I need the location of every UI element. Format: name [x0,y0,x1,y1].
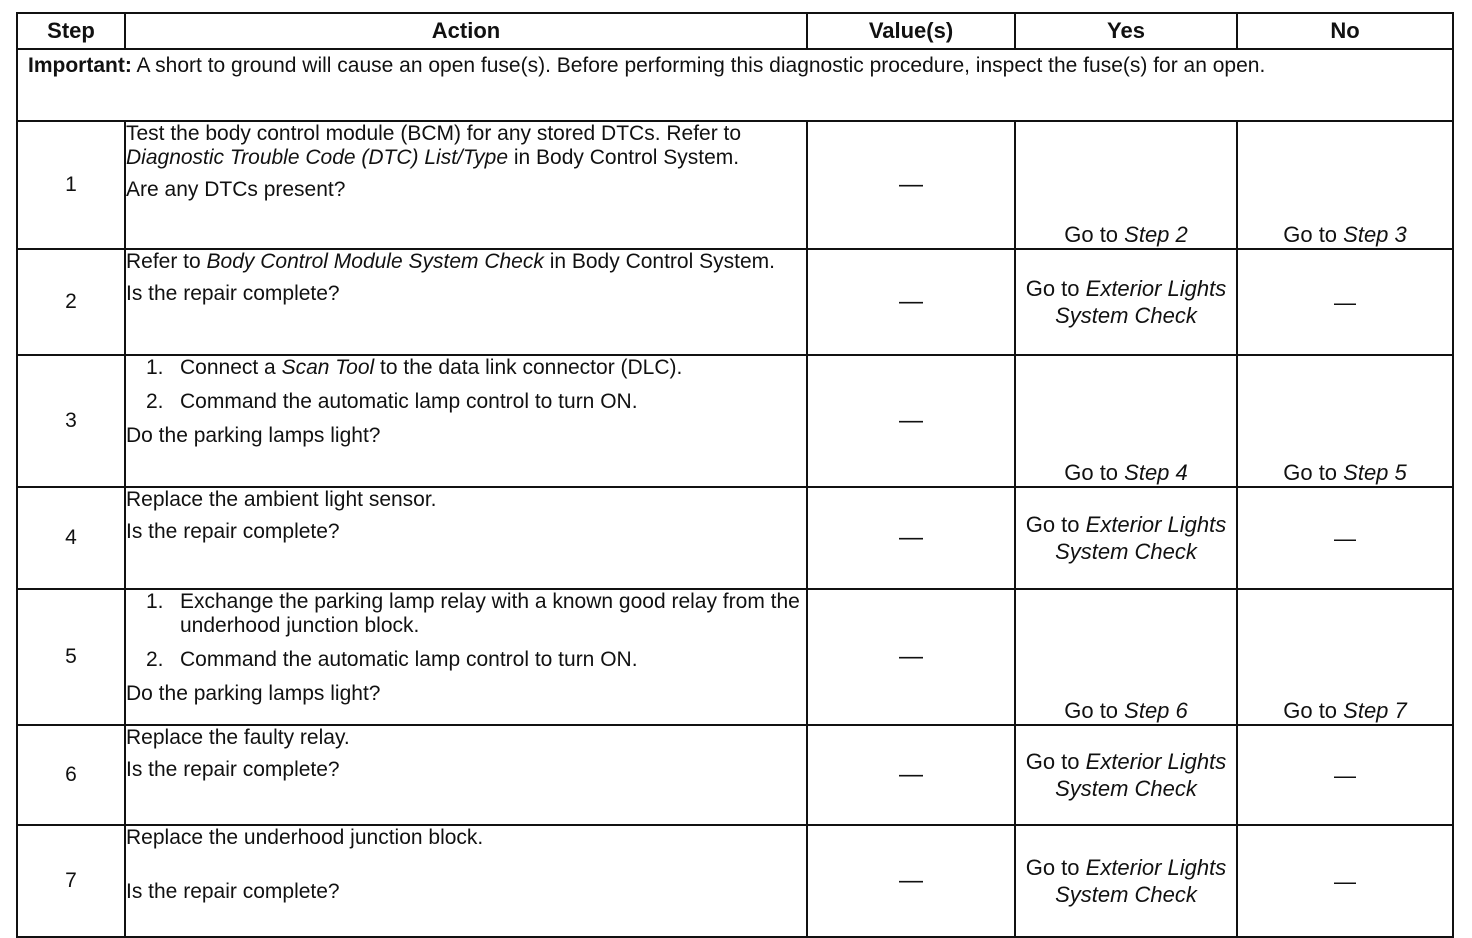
substep-text: Command the automatic lamp control to turn ON. [180,648,638,671]
table-row [17,355,1453,487]
action-cell [125,487,807,589]
action-text-plain: in Body Control System. [543,250,775,273]
value-cell: — [807,355,1015,487]
action-text: Replace the underhood junction block. [126,826,484,849]
action-text-plain: in Body Control System. [508,146,740,169]
yes-step-ref: Step 2 [1124,222,1188,247]
no-cell [1237,121,1453,249]
substep-text: Connect a [180,356,282,379]
header-step: Step [17,13,125,49]
table-row [17,249,1453,355]
no-goto: Go to [1283,460,1344,485]
action-text [126,122,806,170]
substep-item [126,356,806,380]
yes-cell [1015,121,1237,249]
diagnostic-document [16,12,1452,938]
action-question: Is the repair complete? [126,520,340,543]
no-step-ref: Step 3 [1343,222,1407,247]
substep-number: 2. [146,648,164,671]
action-question: Do the parking lamps light? [126,682,381,705]
no-cell [1237,589,1453,725]
yes-step-ref: Exterior Lights System Check [1055,855,1227,907]
header-values: Value(s) [807,13,1015,49]
yes-goto: Go to [1064,698,1125,723]
yes-cell [1015,825,1237,937]
no-cell: — [1237,725,1453,825]
no-step-ref: Step 7 [1343,698,1407,723]
step-number: 1 [17,121,125,249]
no-step-ref: Step 5 [1343,460,1407,485]
value-cell: — [807,487,1015,589]
action-text-plain: Test the body control module (BCM) for any stored DTCs. Refer to [126,122,742,145]
yes-goto: Go to [1025,276,1086,301]
no-cell: — [1237,487,1453,589]
table-row [17,725,1453,825]
yes-step-ref: Step 6 [1124,698,1188,723]
action-question: Is the repair complete? [126,880,340,903]
action-question: Is the repair complete? [126,282,340,305]
step-number: 6 [17,725,125,825]
yes-goto: Go to [1025,749,1086,774]
value-cell: — [807,589,1015,725]
yes-cell [1015,725,1237,825]
step-number: 3 [17,355,125,487]
value-cell: — [807,825,1015,937]
substep-list [126,356,806,414]
step-number: 2 [17,249,125,355]
substep-reference: Scan Tool [281,356,375,379]
table-row [17,121,1453,249]
value-cell: — [807,121,1015,249]
yes-step-ref: Exterior Lights System Check [1055,512,1227,564]
substep-text: to the data link connector (DLC). [374,356,683,379]
value-cell: — [807,249,1015,355]
action-text [126,250,806,274]
no-goto: Go to [1283,698,1344,723]
yes-step-ref: Exterior Lights System Check [1055,749,1227,801]
no-cell: — [1237,249,1453,355]
substep-text: Exchange the parking lamp relay with a known good relay from the underhood junction block. [180,590,800,637]
substep-number: 1. [146,356,164,379]
action-text-plain: Refer to [126,250,207,273]
substep-number: 2. [146,390,164,413]
no-cell: — [1237,825,1453,937]
important-label: Important: [28,54,132,77]
header-no: No [1237,13,1453,49]
substep-number: 1. [146,590,164,613]
table-row [17,825,1453,937]
substep-list [126,590,806,672]
yes-step-ref: Step 4 [1124,460,1188,485]
table-header-row [17,13,1453,49]
action-cell [125,725,807,825]
substep-text: Command the automatic lamp control to turn ON. [180,390,638,413]
header-yes: Yes [1015,13,1237,49]
yes-goto: Go to [1064,460,1125,485]
important-note-row [17,49,1453,121]
action-question: Are any DTCs present? [126,178,346,201]
table-row [17,487,1453,589]
action-cell [125,589,807,725]
diagnostic-table [16,12,1454,938]
action-text: Replace the faulty relay. [126,726,350,749]
no-cell [1237,355,1453,487]
important-note [17,49,1453,121]
action-cell [125,121,807,249]
yes-cell [1015,487,1237,589]
action-question: Do the parking lamps light? [126,424,381,447]
no-goto: Go to [1283,222,1344,247]
table-row [17,589,1453,725]
action-cell [125,355,807,487]
action-text: Replace the ambient light sensor. [126,488,437,511]
step-number: 7 [17,825,125,937]
action-question: Is the repair complete? [126,758,340,781]
yes-goto: Go to [1025,512,1086,537]
yes-goto: Go to [1025,855,1086,880]
yes-cell [1015,249,1237,355]
action-reference: Body Control Module System Check [206,250,544,273]
substep-item [126,590,806,638]
yes-goto: Go to [1064,222,1125,247]
step-number: 5 [17,589,125,725]
yes-cell [1015,589,1237,725]
substep-item [126,390,806,414]
yes-cell [1015,355,1237,487]
yes-step-ref: Exterior Lights System Check [1055,276,1227,328]
substep-item [126,648,806,672]
action-cell [125,249,807,355]
important-text: A short to ground will cause an open fuse(s). Before performing this diagnostic procedure, inspect the fuse(s) for an open. [131,54,1266,77]
action-cell [125,825,807,937]
value-cell: — [807,725,1015,825]
action-reference: Diagnostic Trouble Code (DTC) List/Type [126,146,509,169]
step-number: 4 [17,487,125,589]
header-action: Action [125,13,807,49]
